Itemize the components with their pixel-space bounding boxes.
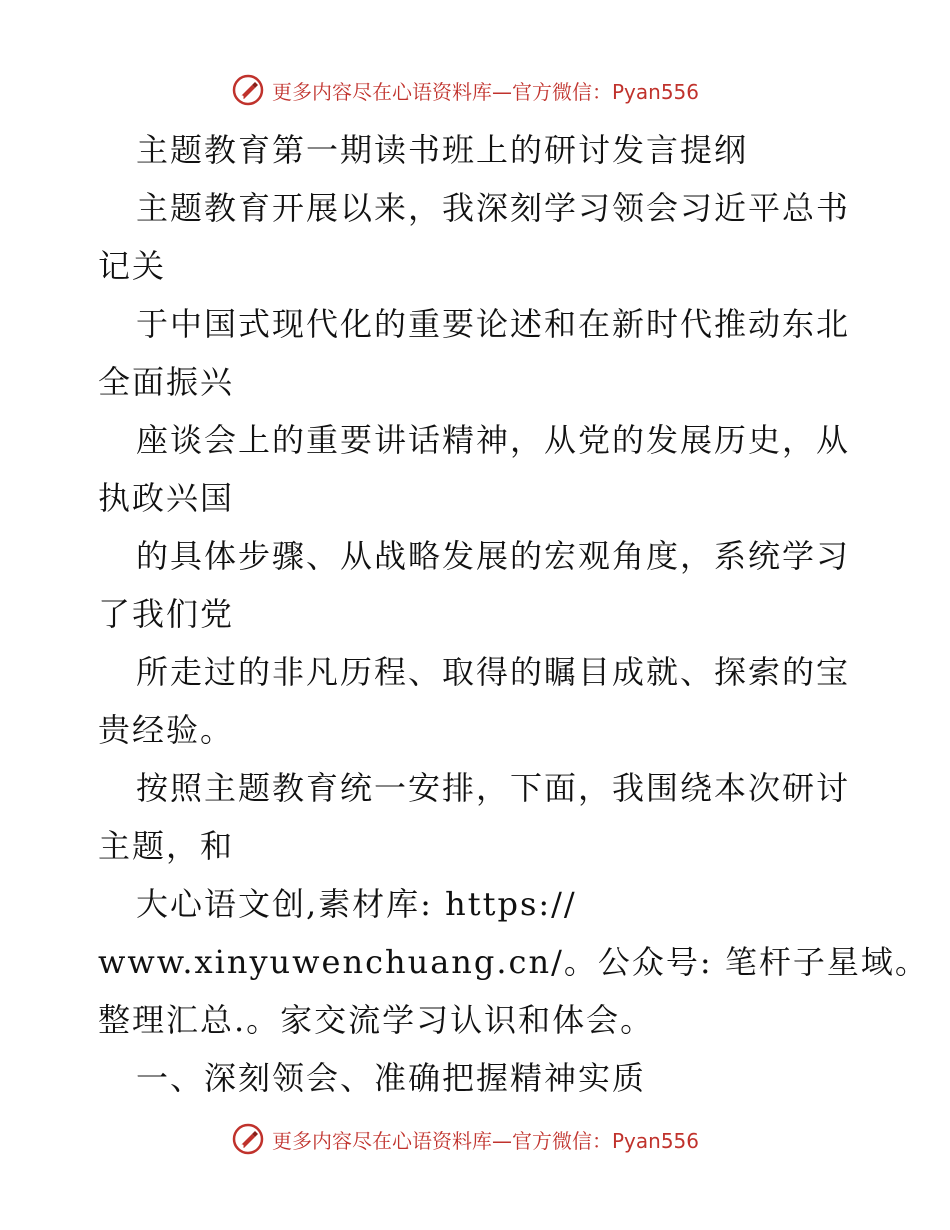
banner-wechat-label: 官方微信： (512, 79, 612, 104)
banner-main-text: 更多内容尽在心语资料库 (272, 79, 492, 104)
paragraph-line: 按照主题教育统一安排，下面，我围绕本次研讨 (136, 769, 851, 807)
paragraph-line: 执政兴国 (98, 479, 235, 517)
paragraph-line: 贵经验。 (98, 711, 235, 749)
paragraph-line: 大心语文创,素材库: https:// (136, 885, 577, 923)
banner-wechat-id: Pyan556 (612, 79, 700, 104)
paragraph-line: 主题教育开展以来，我深刻学习领会习近平总书 (136, 189, 851, 227)
section-heading: 一、深刻领会、准确把握精神实质 (136, 1059, 647, 1097)
paragraph-line: 座谈会上的重要讲话精神，从党的发展历史，从 (136, 421, 851, 459)
paragraph-line-url: www.xinyuwenchuang.cn/。公众号: 笔杆子星域。 (98, 943, 929, 981)
paragraph-line: 所走过的非凡历程、取得的瞩目成就、探索的宝 (136, 653, 851, 691)
paragraph-line: 整理汇总.。家交流学习认识和体会。 (98, 1001, 655, 1039)
paragraph-line: 主题，和 (98, 827, 235, 865)
paragraph-line: 于中国式现代化的重要论述和在新时代推动东北 (136, 305, 851, 343)
banner-text (272, 76, 699, 105)
footer-watermark-banner (232, 1121, 699, 1157)
banner-dash: — (492, 79, 512, 104)
paragraph-line: 了我们党 (98, 595, 235, 633)
paragraph-line: 全面振兴 (98, 363, 235, 401)
document-body (98, 121, 929, 1107)
banner-wechat-label: 官方微信： (512, 1128, 612, 1153)
pen-logo-icon (232, 1123, 264, 1155)
pen-logo-icon (232, 74, 264, 106)
banner-main-text: 更多内容尽在心语资料库 (272, 1128, 492, 1153)
banner-dash: — (492, 1128, 512, 1153)
document-title: 主题教育第一期读书班上的研讨发言提纲 (136, 131, 749, 169)
paragraph-line: 的具体步骤、从战略发展的宏观角度，系统学习 (136, 537, 851, 575)
banner-text (272, 1125, 699, 1154)
banner-wechat-id: Pyan556 (612, 1128, 700, 1153)
paragraph-line: 记关 (98, 247, 167, 285)
header-watermark-banner (232, 72, 699, 108)
